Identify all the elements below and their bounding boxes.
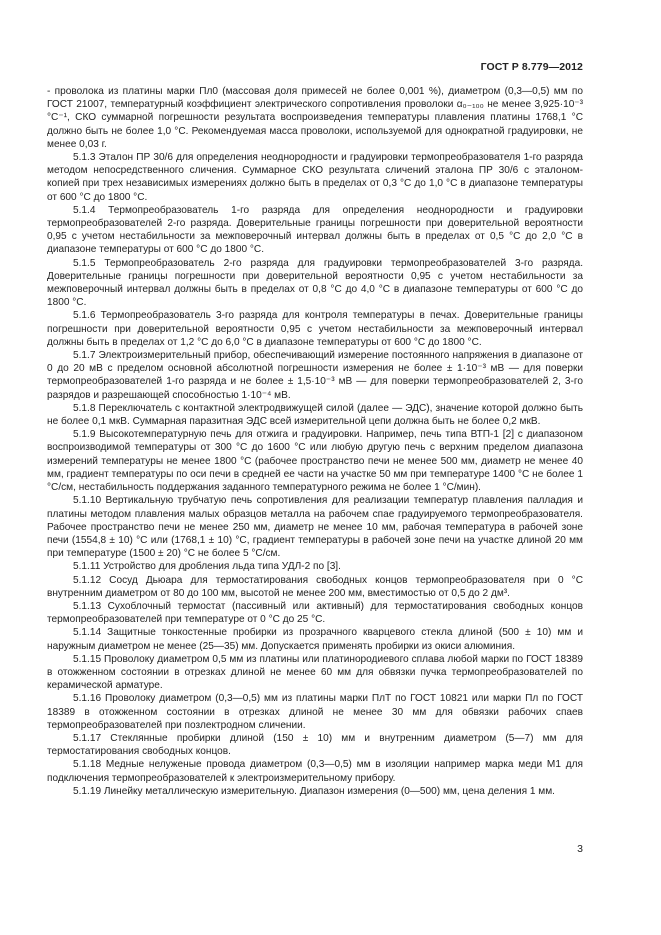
paragraph-5-1-8: 5.1.8 Переключатель с контактной электродвижущей силой (далее — ЭДС), значение которой должно быть не более 0,1 мкВ. Суммарная паразитная ЭДС всей измерительной цепи должна быть не более 0,2 мкВ. [47,402,583,428]
paragraph-5-1-6: 5.1.6 Термопреобразователь 3-го разряда для контроля температуры в печах. Доверительные границы погрешности при доверительной вероятности 0,95 с учетом нестабильности за межповерочный интервал должны быть в пределах от 1,2 °С до 6,0 °С в диапазоне температуры от 600 °С до 1800 °С. [47,310,583,348]
paragraph-5-1-15: 5.1.15 Проволоку диаметром 0,5 мм из платины или платинородиевого сплава любой марки по ГОСТ 18389 в отожженном состоянии в отрезках длиной не менее 60 мм для обвязки пучка термопреобразователей по керамической арматуре. [47,653,583,692]
paragraph-5-1-17: 5.1.17 Стеклянные пробирки длиной (150 ± 10) мм и внутренним диаметром (5—7) мм для термостатирования свободных концов. [47,732,583,758]
paragraph-5-1-14: 5.1.14 Защитные тонкостенные пробирки из прозрачного кварцевого стекла длиной (500 ± 10) мм и наружным диаметром не менее (25—35) мм. Допускается применять пробирки из окиси алюминия. [47,627,583,652]
paragraph-5-1-19: 5.1.19 Линейку металлическую измерительную. Диапазон измерения (0—500) мм, цена деления 1 мм. [73,785,555,797]
document-code-header: ГОСТ Р 8.779—2012 [480,61,583,73]
document-body [47,85,583,798]
paragraph-5-1-5: 5.1.5 Термопреобразователь 2-го разряда для градуировки термопреобразователей 3-го разряда. Доверительные границы погрешности при доверительной вероятности 0,95 с учетом нестабильности за межповерочный интервал должны быть в пределах от 0,8 °С до 4,0 °С в диапазоне температуры от 600 °С до 1800 °С. [47,257,583,309]
paragraph-5-1-9: 5.1.9 Высокотемпературную печь для отжига и градуировки. Например, печь типа ВТП-1 [2] с диапазоном воспроизводимой температуры от 300 °С до 1600 °С или любую другую печь с верхним пределом диапазона измерений температуры не менее 1800 °С (рабочее пространство печи не менее 500 мм, диаметр не менее 40 мм, градиент температуры по оси печи в средней ее части на участке 50 мм при температуре 1400 °С не более 1 °С/см, нестабильность поддержания заданного температурного режима не более 1 °С/мин). [47,429,583,494]
paragraph-platinum-wire: - проволока из платины марки Пл0 (массовая доля примесей не более 0,001 %), диаметром (0,3—0,5) мм по ГОСТ 21007, температурный коэффициент электрического сопротивления проволоки α₀₋₁₀₀ не менее 3,925·10⁻³ °С⁻¹, СКО суммарной погрешности результата воспроизведения температуры плавления платины 1768,1 °С должно быть не более 1,0 °С. Рекомендуемая масса проволоки, используемой для однократной градуировки, не менее 0,03 г. [47,86,583,150]
paragraph-5-1-18: 5.1.18 Медные нелуженые провода диаметром (0,3—0,5) мм в изоляции например марка меди М1 для подключения термопреобразователей к электроизмерительному прибору. [47,759,583,784]
paragraph-5-1-16: 5.1.16 Проволоку диаметром (0,3—0,5) мм из платины марки ПлТ по ГОСТ 10821 или марки Пл по ГОСТ 18389 в отожженном состоянии в отрезках длиной не менее 30 мм для обвязки рабочих спаев термопреобразователей при позлектродном сличении. [47,693,583,731]
paragraph-5-1-4: 5.1.4 Термопреобразователь 1-го разряда для определения неоднородности и градуировки термопреобразователей 2-го разряда. Доверительные границы погрешности при доверительной вероятности 0,95 с учетом нестабильности за межповерочный интервал должны быть в пределах от 0,5 °С до 2,0 °С в диапазоне температуры от 600 °С до 1800 °С. [47,204,583,256]
paragraph-5-1-10: 5.1.10 Вертикальную трубчатую печь сопротивления для реализации температур плавления палладия и платины методом плавления малых образцов металла на рабочем спае градуируемого термопреобразователя. Рабочее пространство печи не менее 250 мм, диаметр не менее 10 мм, рабочая температура в рабочей зоне печи (1554,8 ± 10) °С или (1768,1 ± 10) °С, градиент температуры в рабочей зоне печи на участке длиной 20 мм при температуре (1500 ± 20) °С не более 5 °С/см. [47,495,583,560]
page-number: 3 [577,843,583,855]
paragraph-5-1-11: 5.1.11 Устройство для дробления льда типа УДЛ-2 по [3]. [73,561,341,573]
paragraph-5-1-13: 5.1.13 Сухоблочный термостат (пассивный или активный) для термостатирования свободных концов термопреобразователей при температуре от 0 °С до 25 °С. [47,600,583,626]
paragraph-5-1-12: 5.1.12 Сосуд Дьюара для термостатирования свободных концов термопреобразователя при 0 °С внутренним диаметром от 80 до 100 мм, высотой не менее 200 мм, вместимостью от 0,5 до 2 дм³. [47,574,583,599]
paragraph-5-1-3: 5.1.3 Эталон ПР 30/6 для определения неоднородности и градуировки термопреобразователя 1-го разряда методом непосредственного сличения. Суммарное СКО результата сличений эталона ПР 30/6 с эталоном-копией при трех независимых измерениях должно быть в пределах от 0,3 °С до 1,0 °С в диапазоне температуры от 600 °С до 1800 °С. [47,152,583,203]
paragraph-5-1-7: 5.1.7 Электроизмерительный прибор, обеспечивающий измерение постоянного напряжения в диапазоне от 0 до 20 мВ с пределом основной абсолютной погрешности измерения не более ± 1·10⁻³ мВ — для поверки термопреобразователей 1-го разряда и не более ± 1,5·10⁻³ мВ — для поверки термопреобразователей 2, 3-го разрядов и разрешающей способностью 1·10⁻⁴ мВ. [47,350,583,401]
